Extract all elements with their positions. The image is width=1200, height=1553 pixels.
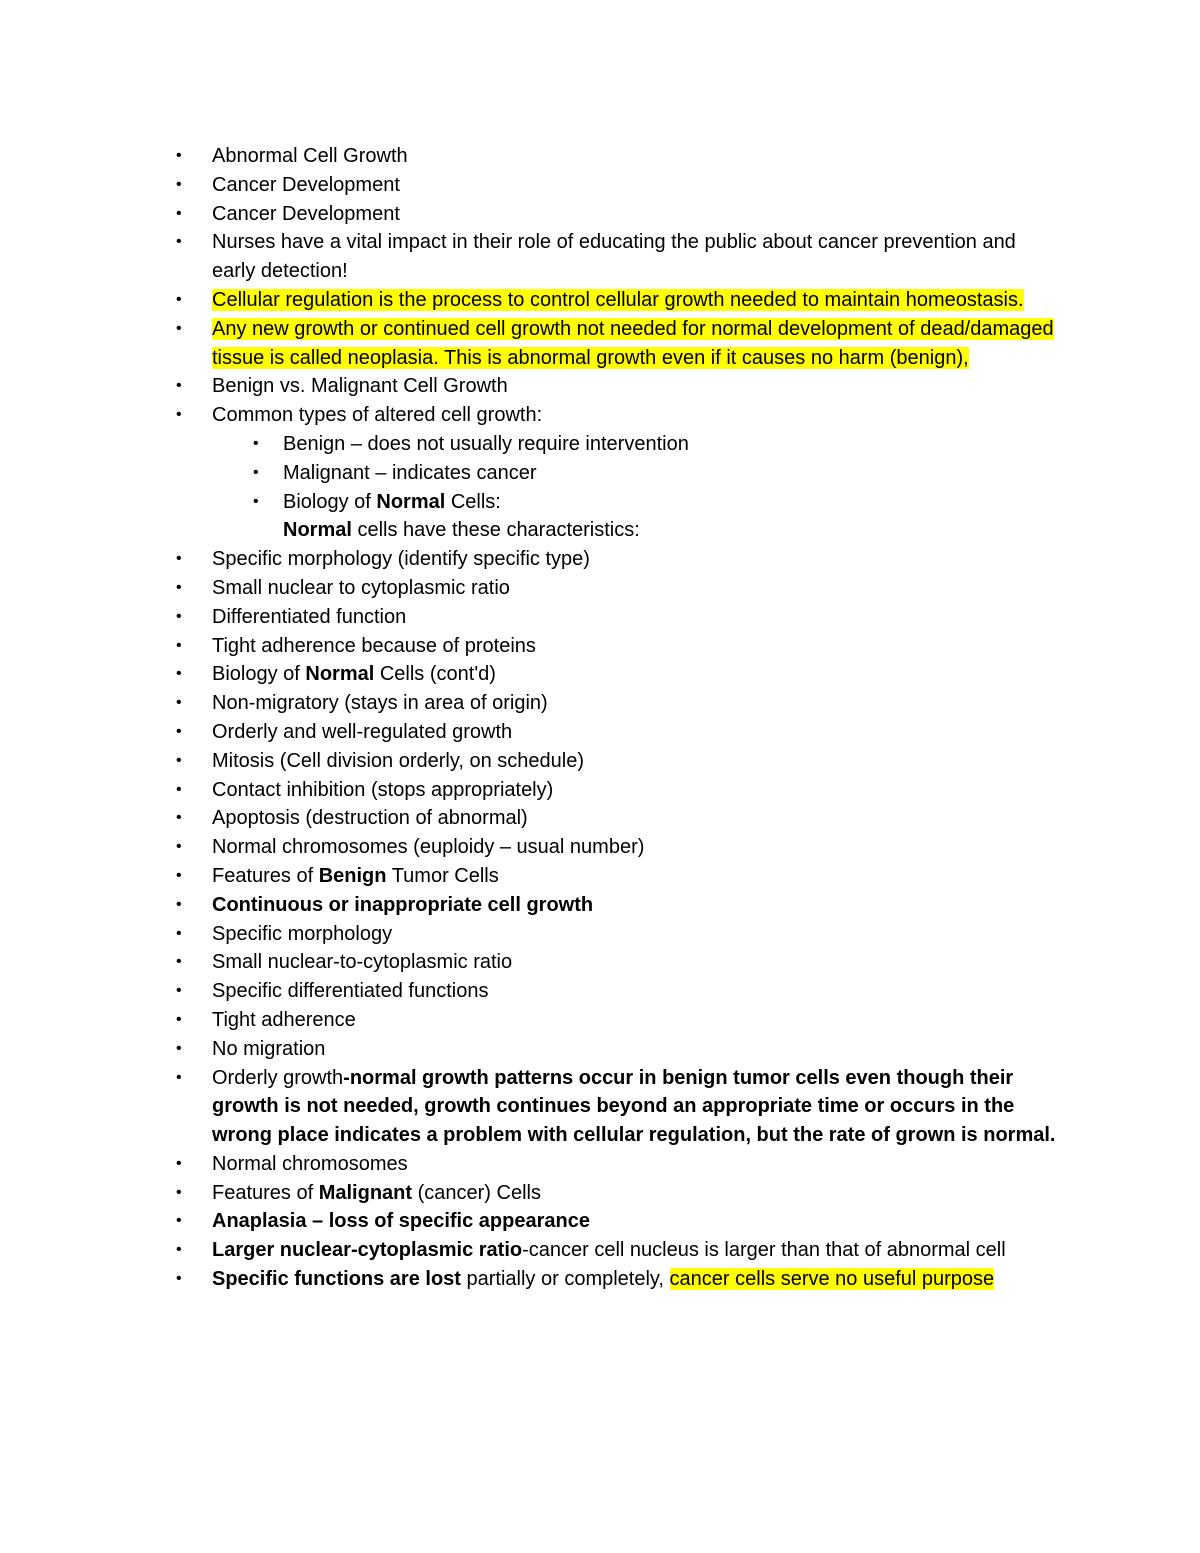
list-item bbox=[176, 603, 1056, 632]
item-text: Differentiated function bbox=[212, 605, 407, 628]
item-text: Small nuclear to cytoplasmic ratio bbox=[212, 576, 510, 599]
list-item bbox=[176, 430, 1056, 459]
item-text: Abnormal Cell Growth bbox=[212, 145, 408, 167]
bold-text: Specific functions are lost bbox=[212, 1268, 461, 1291]
bold-text: Benign bbox=[318, 864, 387, 887]
bullet-dot-icon: • bbox=[253, 434, 259, 452]
bullet-dot-icon: • bbox=[176, 290, 182, 308]
bullet-dot-icon: • bbox=[176, 607, 182, 625]
item-text: Orderly growth bbox=[212, 1066, 344, 1089]
item-text: Biology of bbox=[283, 490, 377, 513]
item-text: No migration bbox=[212, 1037, 326, 1060]
item-text: Small nuclear-to-cytoplasmic ratio bbox=[212, 951, 513, 974]
item-text: -cancer cell nucleus is larger than that of abnormal cell bbox=[522, 1239, 1006, 1262]
bullet-dot-icon: • bbox=[176, 866, 182, 884]
list-item bbox=[176, 1064, 1056, 1150]
bullet-dot-icon: • bbox=[176, 1241, 182, 1259]
item-text: Tight adherence because of proteins bbox=[212, 634, 536, 657]
list-item bbox=[176, 1179, 1056, 1208]
bullet-dot-icon: • bbox=[176, 1183, 182, 1201]
list-item bbox=[176, 1236, 1056, 1265]
bullet-dot-icon: • bbox=[176, 694, 182, 712]
list-item bbox=[176, 977, 1056, 1006]
item-text: Contact inhibition (stops appropriately) bbox=[212, 778, 554, 801]
item-text: Cells (cont'd) bbox=[374, 663, 496, 686]
item-text: Tight adherence bbox=[212, 1008, 356, 1031]
bold-text: Normal bbox=[305, 663, 375, 686]
list-item bbox=[176, 1035, 1056, 1064]
list-item bbox=[176, 1006, 1056, 1035]
bold-text: Normal bbox=[376, 490, 446, 513]
item-text: Normal chromosomes bbox=[212, 1152, 408, 1175]
bullet-dot-icon: • bbox=[176, 1154, 182, 1172]
bullet-dot-icon: • bbox=[176, 1212, 182, 1230]
highlighted-text: Any new growth or continued cell growth not needed for normal development of dead/damaged tissue is called neoplasia. This is abnormal growth even if it causes no harm (benign), bbox=[212, 317, 1054, 369]
item-text: Specific morphology (identify specific type) bbox=[212, 548, 590, 571]
item-text: Malignant – indicates cancer bbox=[283, 461, 537, 484]
bullet-dot-icon: • bbox=[176, 147, 182, 164]
bullet-dot-icon: • bbox=[176, 665, 182, 683]
bold-text: -normal growth patterns occur in benign tumor cells even though their growth is not needed, growth continues beyond an appropriate time or occurs in the wrong place indicates a problem with cellular regulation, but the rate of grown is normal. bbox=[212, 1066, 1056, 1147]
list-item bbox=[176, 891, 1056, 920]
highlighted-text: Cellular regulation is the process to control cellular growth needed to maintain homeostasis. bbox=[212, 288, 1024, 311]
list-item bbox=[176, 574, 1056, 603]
list-item bbox=[176, 948, 1056, 977]
item-text: Non-migratory (stays in area of origin) bbox=[212, 692, 548, 715]
bullet-dot-icon: • bbox=[176, 924, 182, 942]
item-text: (cancer) Cells bbox=[412, 1181, 541, 1204]
item-text: Normal chromosomes (euploidy – usual number) bbox=[212, 836, 645, 859]
bullet-dot-icon: • bbox=[176, 751, 182, 769]
list-item bbox=[176, 171, 1056, 200]
bullet-dot-icon: • bbox=[176, 377, 182, 395]
bullet-dot-icon: • bbox=[176, 722, 182, 740]
item-text: Cancer Development bbox=[212, 202, 400, 225]
list-item bbox=[176, 804, 1056, 833]
item-text: cells have these characteristics: bbox=[351, 519, 640, 542]
list-item bbox=[176, 776, 1056, 805]
list-item bbox=[176, 545, 1056, 574]
list-item bbox=[176, 920, 1056, 949]
list-item bbox=[176, 372, 1056, 401]
list-item bbox=[176, 862, 1056, 891]
list-item bbox=[176, 718, 1056, 747]
bullet-dot-icon: • bbox=[176, 406, 182, 424]
list-item bbox=[176, 747, 1056, 776]
bullet-dot-icon: • bbox=[176, 838, 182, 856]
item-text: Features of bbox=[212, 864, 319, 887]
bold-text: Larger nuclear-cytoplasmic ratio bbox=[212, 1239, 523, 1262]
bullet-dot-icon: • bbox=[176, 809, 182, 827]
bullet-dot-icon: • bbox=[176, 319, 182, 337]
list-item bbox=[176, 142, 1056, 171]
list-item bbox=[176, 488, 1056, 517]
list-item bbox=[176, 1207, 1056, 1236]
item-text: partially or completely, bbox=[460, 1268, 670, 1291]
bullet-dot-icon: • bbox=[176, 204, 182, 222]
list-item bbox=[176, 632, 1056, 661]
bullet-dot-icon: • bbox=[176, 895, 182, 913]
bullet-dot-icon: • bbox=[176, 578, 182, 596]
highlighted-text: cancer cells serve no useful purpose bbox=[669, 1268, 995, 1291]
list-item bbox=[176, 459, 1056, 488]
list-item bbox=[176, 689, 1056, 718]
bold-text: Continuous or inappropriate cell growth bbox=[212, 893, 594, 916]
bullet-dot-icon: • bbox=[176, 636, 182, 654]
bold-text: Normal bbox=[283, 519, 352, 542]
bullet-dot-icon: • bbox=[176, 550, 182, 568]
item-text: Cancer Development bbox=[212, 173, 400, 196]
item-text: Benign vs. Malignant Cell Growth bbox=[212, 375, 508, 398]
list-item bbox=[176, 1150, 1056, 1179]
item-text: Biology of bbox=[212, 663, 306, 686]
item-text: Tumor Cells bbox=[386, 864, 499, 887]
item-text: Specific differentiated functions bbox=[212, 980, 489, 1003]
bold-text: Anaplasia – loss of specific appearance bbox=[212, 1210, 590, 1233]
bullet-dot-icon: • bbox=[176, 175, 182, 193]
list-item bbox=[176, 1265, 1056, 1294]
bullet-dot-icon: • bbox=[176, 1270, 182, 1288]
list-item bbox=[176, 660, 1056, 689]
item-text: Mitosis (Cell division orderly, on schedule) bbox=[212, 749, 584, 772]
bullet-dot-icon: • bbox=[176, 233, 182, 251]
list-item bbox=[176, 516, 1056, 545]
bullet-dot-icon: • bbox=[253, 463, 259, 481]
bold-text: Malignant bbox=[318, 1181, 413, 1204]
item-text: Specific morphology bbox=[212, 922, 393, 945]
bullet-dot-icon: • bbox=[176, 982, 182, 1000]
item-text: Apoptosis (destruction of abnormal) bbox=[212, 807, 528, 830]
bullet-dot-icon: • bbox=[253, 492, 259, 510]
item-text: Orderly and well-regulated growth bbox=[212, 720, 513, 743]
list-item bbox=[176, 228, 1056, 286]
item-text: Features of bbox=[212, 1181, 319, 1204]
item-text: Benign – does not usually require intervention bbox=[283, 432, 689, 455]
list-item bbox=[176, 401, 1056, 430]
item-text: Nurses have a vital impact in their role of educating the public about cancer prevention and early detection! bbox=[212, 231, 1016, 283]
item-text: Cells: bbox=[445, 490, 501, 513]
list-item bbox=[176, 833, 1056, 862]
bullet-dot-icon: • bbox=[176, 1039, 182, 1057]
list-item bbox=[176, 286, 1056, 315]
bullet-list bbox=[176, 142, 1056, 1294]
list-item bbox=[176, 200, 1056, 229]
bullet-dot-icon: • bbox=[176, 780, 182, 798]
item-text: Common types of altered cell growth: bbox=[212, 404, 543, 427]
bullet-dot-icon: • bbox=[176, 953, 182, 971]
bullet-dot-icon: • bbox=[176, 1010, 182, 1028]
list-item bbox=[176, 315, 1056, 373]
bullet-dot-icon: • bbox=[176, 1068, 182, 1086]
